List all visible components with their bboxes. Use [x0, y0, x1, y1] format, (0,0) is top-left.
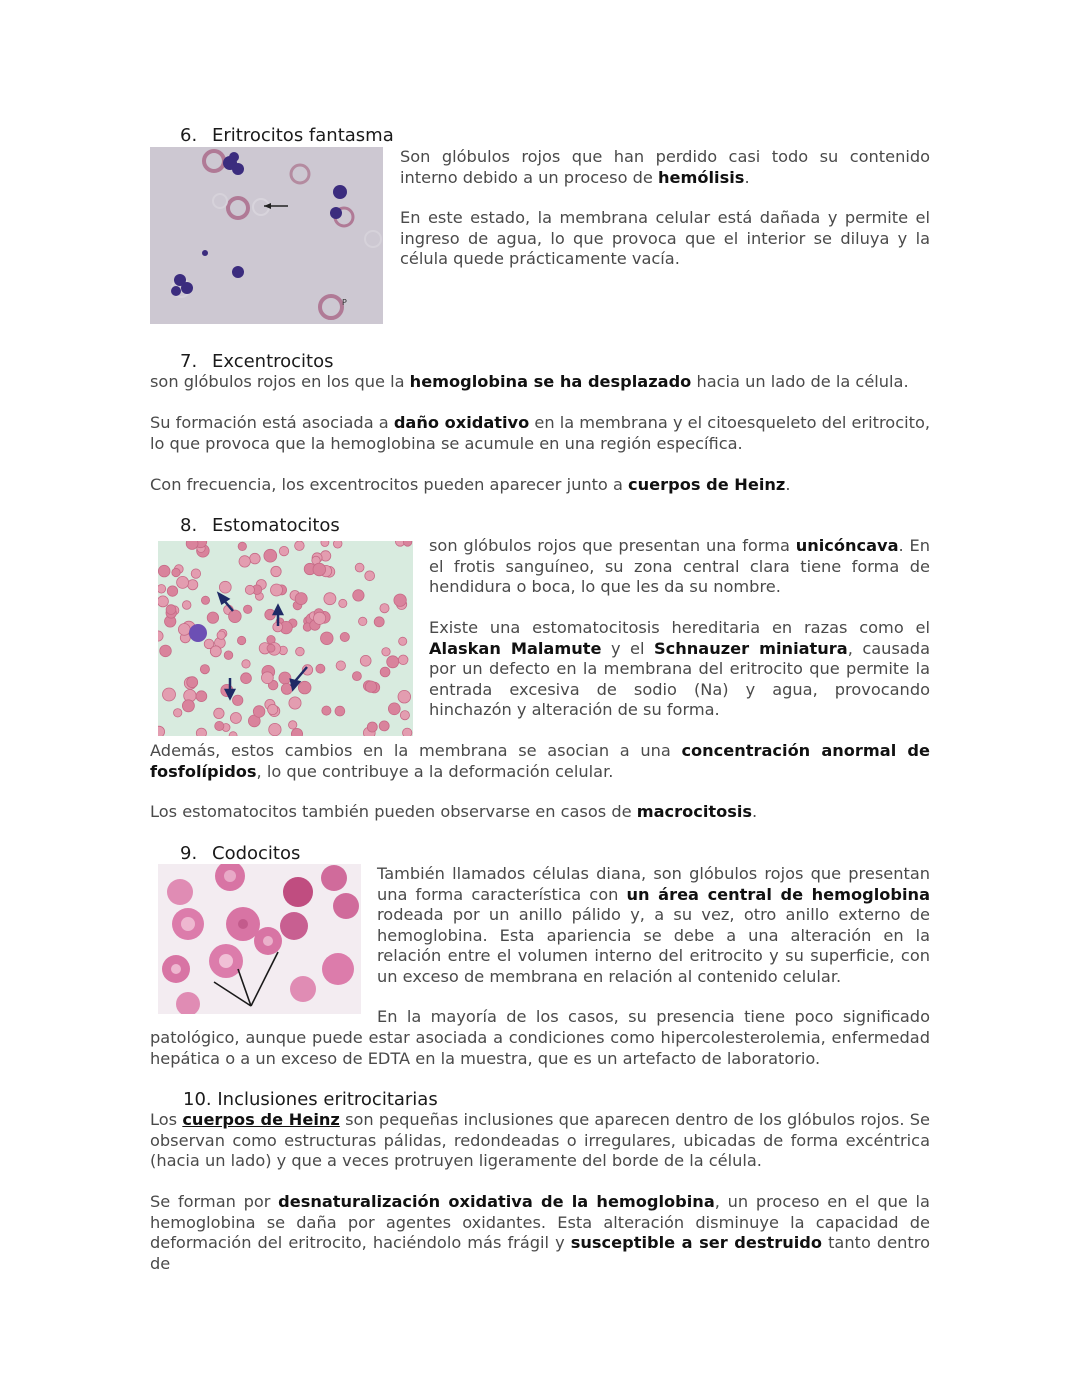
s8-paragraph-2: Existe una estomatocitosis hereditaria en razas como el Alaskan Malamute y el Schnauzer miniatura, causada por un defecto en la membrana del eritrocito que permite la entrada excesiva de sodio (Na) y agua, provocando hinchazón y alteración de su forma. [429, 618, 930, 720]
section-8-heading: 8. Estomatocitos [180, 515, 340, 536]
s8-paragraph-4: Los estomatocitos también pueden observarse en casos de macrocitosis. [150, 802, 758, 821]
s8-paragraph-1: son glóbulos rojos que presentan una forma unicóncava. En el frotis sanguíneo, su zona central clara tiene forma de hendidura o boca, lo que les da su nombre. [429, 536, 930, 597]
s9-paragraph-2-start: En la mayoría de los casos, su presencia tiene poco significado [377, 1007, 930, 1026]
image-label-p: P [342, 298, 347, 307]
s9-paragraph-2-rest: patológico, aunque puede estar asociada a condiciones como hipercolesterolemia, enfermedad hepática o a un exceso de EDTA en la muestra, que es un artefacto de laboratorio. [150, 1028, 930, 1068]
section-10-heading: 10. Inclusiones eritrocitarias [183, 1089, 438, 1110]
s9-paragraph-1: También llamados células diana, son glóbulos rojos que presentan una forma característica con un área central de hemoglobina rodeada por un anillo pálido y, a su vez, otro anillo externo de hemoglobina. Esta apariencia se debe a una alteración en la relación entre el volumen interno del eritrocito y su superficie, con un exceso de membrana en relación al contenido celular. [377, 864, 930, 986]
s7-paragraph-3: Con frecuencia, los excentrocitos pueden aparecer junto a cuerpos de Heinz. [150, 475, 791, 494]
s8-paragraph-3: Además, estos cambios en la membrana se asocian a una concentración anormal de fosfolípidos, lo que contribuye a la deformación celular. [150, 741, 930, 781]
ghost-cells-micrograph [150, 147, 383, 324]
s7-paragraph-1: son glóbulos rojos en los que la hemoglobina se ha desplazado hacia un lado de la célula. [150, 372, 909, 391]
section-7-heading: 7. Excentrocitos [180, 351, 334, 372]
s7-paragraph-2: Su formación está asociada a daño oxidativo en la membrana y el citoesqueleto del eritrocito, lo que provoca que la hemoglobina se acumule en una región específica. [150, 413, 931, 453]
s6-paragraph-2: En este estado, la membrana celular está dañada y permite el ingreso de agua, lo que provoca que el interior se diluya y la célula quede prácticamente vacía. [400, 208, 930, 269]
section-9-heading: 9. Codocitos [180, 843, 301, 864]
s6-paragraph-1: Son glóbulos rojos que han perdido casi todo su contenido interno debido a un proceso de hemólisis. [400, 147, 930, 187]
s10-paragraph-1: Los cuerpos de Heinz son pequeñas inclusiones que aparecen dentro de los glóbulos rojos. Se observan como estructuras pálidas, redondeadas o irregulares, ubicadas de forma excéntrica (hacia un lado) y que a veces protruyen ligeramente del borde de la célula. [150, 1110, 930, 1171]
s10-paragraph-2: Se forman por desnaturalización oxidativa de la hemoglobina, un proceso en el que la hemoglobina se daña por agentes oxidantes. Esta alteración disminuye la capacidad de deformación del eritrocito, haciéndolo más frágil y susceptible a ser destruido tanto dentro de [150, 1192, 930, 1273]
section-6-heading: 6. Eritrocitos fantasma [180, 125, 394, 146]
codocytes-micrograph [158, 864, 361, 1014]
stomatocytes-micrograph [158, 541, 413, 736]
